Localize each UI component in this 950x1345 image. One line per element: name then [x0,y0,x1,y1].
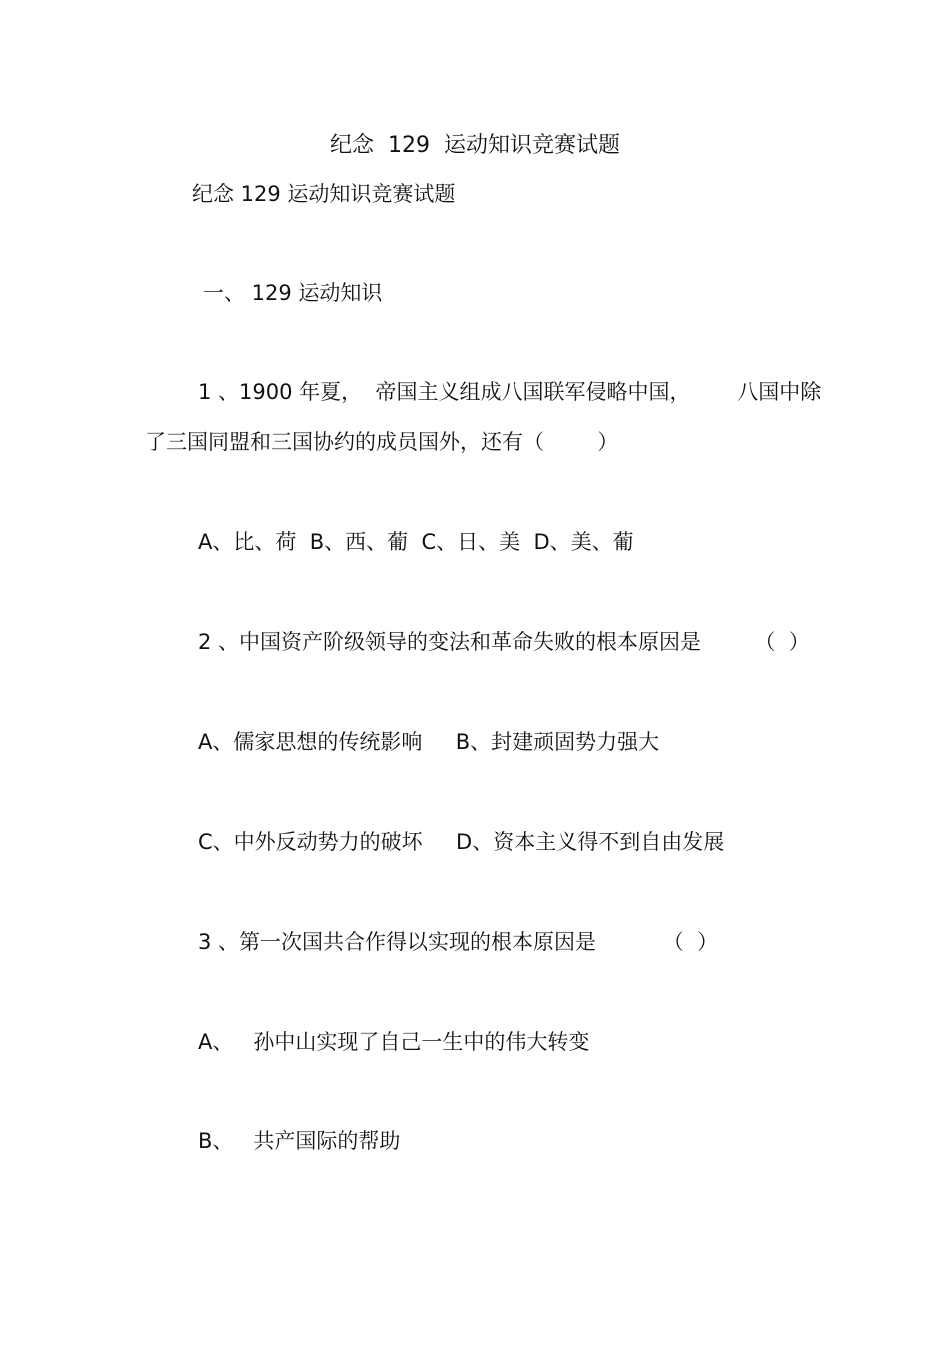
question-3-option-a: A、 孙中山实现了自己一生中的伟大转变 [198,1030,590,1054]
question-3-option-b: B、 共产国际的帮助 [198,1129,401,1153]
question-1-text-line-1: 1 、1900 年夏， 帝国主义组成八国联军侵略中国， 八国中除 [198,380,822,404]
section-heading: 一、 129 运动知识 [203,281,383,305]
question-2-text: 2 、中国资产阶级领导的变法和革命失败的根本原因是 （ ） [198,630,810,654]
question-2-options-cd: C、中外反动势力的破坏 D、资本主义得不到自由发展 [198,830,725,854]
page-title: 纪念 129 运动知识竞赛试题 [330,133,620,158]
question-1-text-line-2: 了三国同盟和三国协约的成员国外，还有（ ） [145,430,619,454]
question-1-options: A、比、荷 B、西、葡 C、日、美 D、美、葡 [198,530,634,554]
page-subtitle: 纪念 129 运动知识竞赛试题 [192,182,456,206]
question-2-options-ab: A、儒家思想的传统影响 B、封建顽固势力强大 [198,730,660,754]
question-3-text: 3 、第一次国共合作得以实现的根本原因是 （ ） [198,930,719,954]
